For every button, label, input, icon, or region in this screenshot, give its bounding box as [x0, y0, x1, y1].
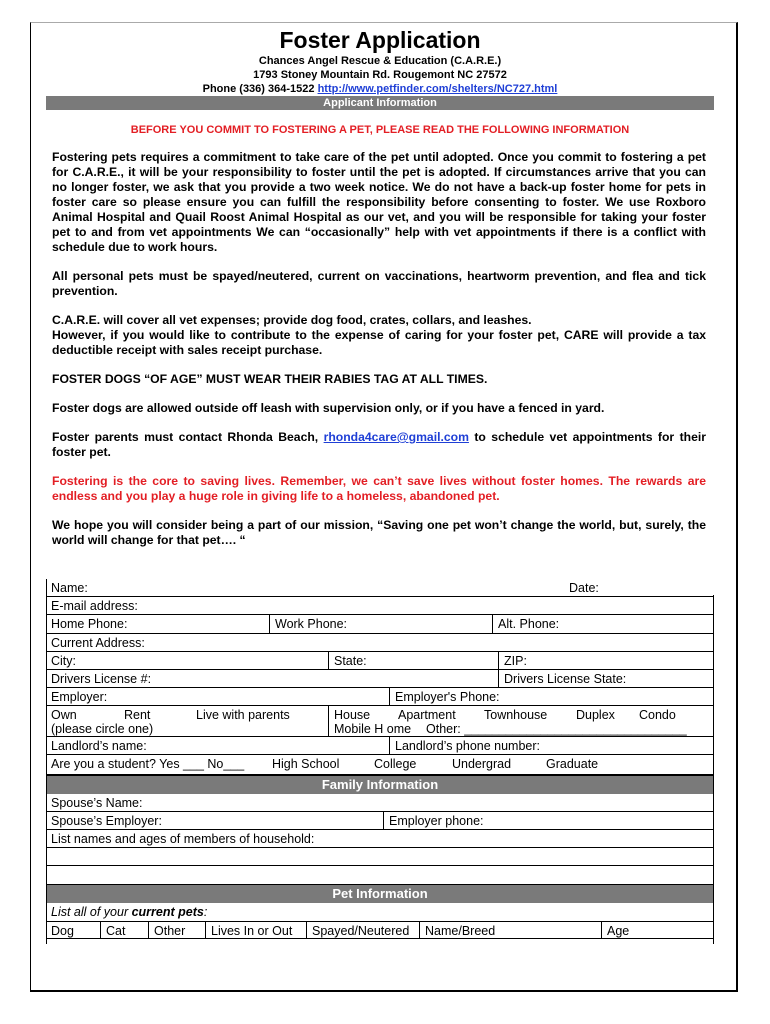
undergrad-option[interactable]: Undergrad: [452, 757, 512, 771]
drivers-license-state-field[interactable]: Drivers License State:: [498, 670, 626, 687]
household-members-field[interactable]: List names and ages of members of household:: [51, 832, 315, 846]
row-residence: [46, 706, 714, 737]
row-spouse-employer: [46, 812, 714, 830]
section-header-pet: Pet Information: [46, 884, 714, 903]
paragraph-core: Fostering is the core to saving lives. Remember, we can’t save lives without foster homes. The rewards are endless and you play a huge role in giving life to a homeless, abandoned pet.: [52, 474, 706, 503]
home-phone-field[interactable]: Home Phone:: [51, 617, 128, 631]
paragraph-expenses-line1: C.A.R.E. will cover all vet expenses; provide dog food, crates, collars, and leashes.: [52, 313, 532, 327]
section-header-applicant: Applicant Information: [46, 96, 714, 110]
state-field[interactable]: State:: [328, 652, 367, 669]
contact-email-link[interactable]: rhonda4care@gmail.com: [323, 430, 469, 444]
alt-phone-field[interactable]: Alt. Phone:: [492, 615, 559, 633]
pet-col-age: Age: [601, 922, 629, 938]
date-field[interactable]: Date:: [569, 581, 599, 595]
college-option[interactable]: College: [374, 757, 417, 771]
spouse-name-field[interactable]: Spouse’s Name:: [51, 796, 143, 810]
email-field[interactable]: E-mail address:: [51, 599, 138, 613]
zip-field[interactable]: ZIP:: [498, 652, 527, 669]
city-field[interactable]: City:: [51, 654, 76, 668]
row-student: [46, 755, 714, 775]
high-school-option[interactable]: High School: [272, 757, 340, 771]
warning-heading: BEFORE YOU COMMIT TO FOSTERING A PET, PLEASE READ THE FOLLOWING INFORMATION: [130, 124, 630, 136]
row-email: [46, 597, 714, 615]
house-option[interactable]: House: [334, 708, 371, 722]
pet-col-dog: Dog: [51, 924, 74, 938]
application-form: [46, 579, 714, 939]
pet-col-lives: Lives In or Out: [205, 922, 292, 938]
employer-phone-field[interactable]: Employer's Phone:: [389, 688, 500, 705]
info-text: [46, 150, 714, 548]
mobile-home-option[interactable]: Mobile H ome: [334, 722, 412, 736]
paragraph-contact: [52, 430, 706, 460]
paragraph-expenses: [52, 313, 706, 358]
row-pets-heading: [46, 903, 714, 921]
contact-text-post: to schedule vet appointments for their foster pet.: [52, 430, 706, 459]
graduate-option[interactable]: Graduate: [546, 757, 599, 771]
spouse-employer-field[interactable]: Spouse’s Employer:: [51, 814, 162, 828]
ownership-choices: [51, 708, 290, 722]
org-phone: Phone (336) 364-1522: [202, 83, 315, 95]
current-pets-instruction: [46, 903, 207, 921]
live-with-parents-option[interactable]: Live with parents: [196, 708, 290, 722]
row-license: [46, 670, 714, 688]
section-header-family: Family Information: [46, 775, 714, 794]
name-field[interactable]: Name:: [51, 581, 88, 595]
other-housing-field[interactable]: Other: ________________________________: [426, 722, 687, 736]
drivers-license-field[interactable]: Drivers License #:: [51, 672, 152, 686]
apartment-option[interactable]: Apartment: [398, 708, 456, 722]
paragraph-leash: Foster dogs are allowed outside off leash with supervision only, or if you have a fenced in yard.: [52, 401, 605, 415]
petfinder-link[interactable]: http://www.petfinder.com/shelters/NC727.html: [317, 83, 558, 95]
pet-col-other: Other: [148, 922, 185, 938]
row-address: [46, 634, 714, 652]
form-left-rule: [46, 579, 47, 944]
landlord-name-field[interactable]: Landlord’s name:: [51, 739, 147, 753]
paragraph-rabies: FOSTER DOGS “OF AGE” MUST WEAR THEIR RABIES TAG AT ALL TIMES.: [52, 372, 488, 386]
duplex-option[interactable]: Duplex: [576, 708, 615, 722]
housing-choices-row2: [334, 722, 687, 736]
paragraph-commitment: Fostering pets requires a commitment to take care of the pet until adopted. Once you commit to fostering a pet for C.A.R.E., it will be your responsibility to foster until the pet is adopted. If circumstances arrive that you can no longer foster, we ask that you provide a two week notice. We do not have a back-up foster home for pets in foster care so please ensure you can fulfill the responsibility before consenting to foster. We use Roxboro Animal Hospital and Quail Roost Animal Hospital as our vet, and you will be responsible for taking your foster pet to and from vet appointments We can “occasionally” help with vet appointments if there is a conflict with schedule due to work hours.: [52, 150, 706, 254]
pet-table-header: [46, 921, 714, 939]
org-contact: [46, 82, 714, 96]
pet-col-name-breed: Name/Breed: [419, 922, 495, 938]
paragraph-personal-pets: All personal pets must be spayed/neutered, current on vaccinations, heartworm prevention, and flea and tick prevention.: [52, 269, 706, 298]
row-household-blank-1[interactable]: [46, 848, 714, 866]
row-household-blank-2[interactable]: [46, 866, 714, 884]
row-phones: [46, 615, 714, 634]
work-phone-field[interactable]: Work Phone:: [269, 615, 347, 633]
pet-col-spayed: Spayed/Neutered: [306, 922, 409, 938]
pet-col-cat: Cat: [100, 922, 125, 938]
student-question[interactable]: Are you a student? Yes ___ No___: [51, 757, 245, 771]
current-address-field[interactable]: Current Address:: [51, 636, 145, 650]
current-pets-bold: current pets: [131, 905, 204, 919]
spouse-employer-phone-field[interactable]: Employer phone:: [383, 812, 484, 829]
current-pets-pre: List all of your: [51, 905, 132, 919]
paragraph-mission: We hope you will consider being a part of our mission, “Saving one pet won’t change the world, but, surely, the world will change for that pet…. “: [52, 518, 706, 547]
ownership-options: [46, 708, 290, 738]
contact-text-pre: Foster parents must contact Rhonda Beach,: [52, 430, 324, 444]
condo-option[interactable]: Condo: [639, 708, 676, 722]
employer-field[interactable]: Employer:: [51, 690, 108, 704]
org-name: Chances Angel Rescue & Education (C.A.R.E.): [258, 55, 502, 67]
own-option[interactable]: Own: [51, 708, 77, 722]
row-employer: [46, 688, 714, 706]
housing-type-options: [328, 706, 687, 736]
row-spouse: [46, 794, 714, 812]
page-title: Foster Application: [279, 27, 481, 53]
paragraph-expenses-line2: However, if you would like to contribute to the expense of caring for your foster pet, CARE will provide a tax deductible receipt with sales receipt purchase.: [52, 328, 706, 357]
form-content: [46, 22, 714, 562]
row-name: [46, 579, 714, 597]
townhouse-option[interactable]: Townhouse: [484, 708, 548, 722]
form-right-rule: [713, 595, 714, 944]
row-household: [46, 830, 714, 848]
landlord-phone-field[interactable]: Landlord’s phone number:: [389, 737, 540, 754]
circle-one-note: (please circle one): [51, 722, 154, 736]
row-landlord: [46, 737, 714, 755]
org-address: 1793 Stoney Mountain Rd. Rougemont NC 27572: [253, 69, 507, 81]
row-city: [46, 652, 714, 670]
current-pets-post: :: [203, 905, 208, 919]
rent-option[interactable]: Rent: [124, 708, 151, 722]
housing-choices-row1: [334, 708, 687, 722]
